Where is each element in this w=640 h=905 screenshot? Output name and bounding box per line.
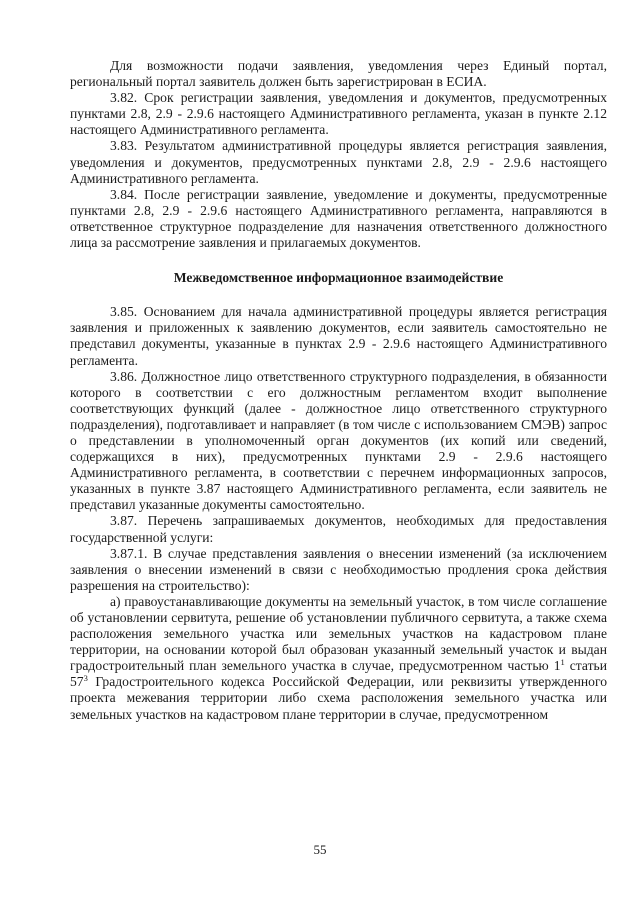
item-a-text-part3: Градостроительного кодекса Российской Федерации, или реквизиты утвержденного проекта межевания территории либо схема расположения земельного участка или земельных участков на кадастровом плане территории в случае, предусмотренном <box>70 674 607 722</box>
paragraph-3-85: 3.85. Основанием для начала административной процедуры является регистрация заявления и приложенных к заявлению документов, если заявитель самостоятельно не представил документы, указанные в пунктах 2.9 - 2.9.6 настоящего Административного регламента. <box>70 304 607 368</box>
document-body <box>70 58 607 723</box>
paragraph-3-87-1: 3.87.1. В случае представления заявления о внесении изменений (за исключением заявления о внесении изменений в связи с необходимостью продления срока действия разрешения на строительство): <box>70 545 607 593</box>
paragraph-3-84: 3.84. После регистрации заявление, уведомление и документы, предусмотренные пунктами 2.8, 2.9 - 2.9.6 настоящего Административного регламента, направляются в ответственное структурное подразделение для назначения ответственного должностного лица за рассмотрение заявления и прилагаемых документов. <box>70 186 607 251</box>
paragraph-3-83: 3.83. Результатом административной процедуры является регистрация заявления, уведомления и документов, предусмотренных пунктами 2.8, 2.9 - 2.9.6 настоящего Административного регламента. <box>70 138 607 186</box>
paragraph-3-87: 3.87. Перечень запрашиваемых документов, необходимых для предоставления государственной услуги: <box>70 513 607 545</box>
paragraph-item-a <box>70 594 607 723</box>
paragraph-3-82: 3.82. Срок регистрации заявления, уведомления и документов, предусмотренных пунктами 2.8, 2.9 - 2.9.6 настоящего Административного регламента, указан в пункте 2.12 настоящего Административного регламента. <box>70 90 607 138</box>
section-heading: Межведомственное информационное взаимодействие <box>173 270 504 286</box>
item-a-text-part1: а) правоустанавливающие документы на земельный участок, в том числе соглашение об установлении сервитута, решение об установлении публичного сервитута, а также схема расположения земельного участка или земельных участков на кадастровом плане территории, на основании которой был образован указанный земельный участок и выдан градостроительный план земельного участка в случае, предусмотренном частью 1 <box>70 593 607 674</box>
item-a-superscript-1: 1 <box>560 657 565 668</box>
item-a-text-part2: статьи 57 <box>70 658 607 690</box>
item-a-superscript-2: 3 <box>83 673 88 684</box>
page-number: 55 <box>313 842 327 857</box>
paragraph-3-86: 3.86. Должностное лицо ответственного структурного подразделения, в обязанности которого в соответствии с его должностным регламентом входит выполнение соответствующих функций (далее - должностное лицо ответственного структурного подразделения), подготавливает и направляет (в том числе с использованием СМЭВ) запрос о представлении в уполномоченный орган документов (их копий или сведений, содержащихся в них), предусмотренных пунктами 2.9 - 2.9.6 настоящего Административного регламента, в соответствии с перечнем информационных запросов, указанных в пункте 3.87 настоящего Административного регламента, если заявитель не представил указанные документы самостоятельно. <box>70 368 607 513</box>
paragraph-esia-registration: Для возможности подачи заявления, уведомления через Единый портал, региональный портал заявитель должен быть зарегистрирован в ЕСИА. <box>70 58 607 90</box>
